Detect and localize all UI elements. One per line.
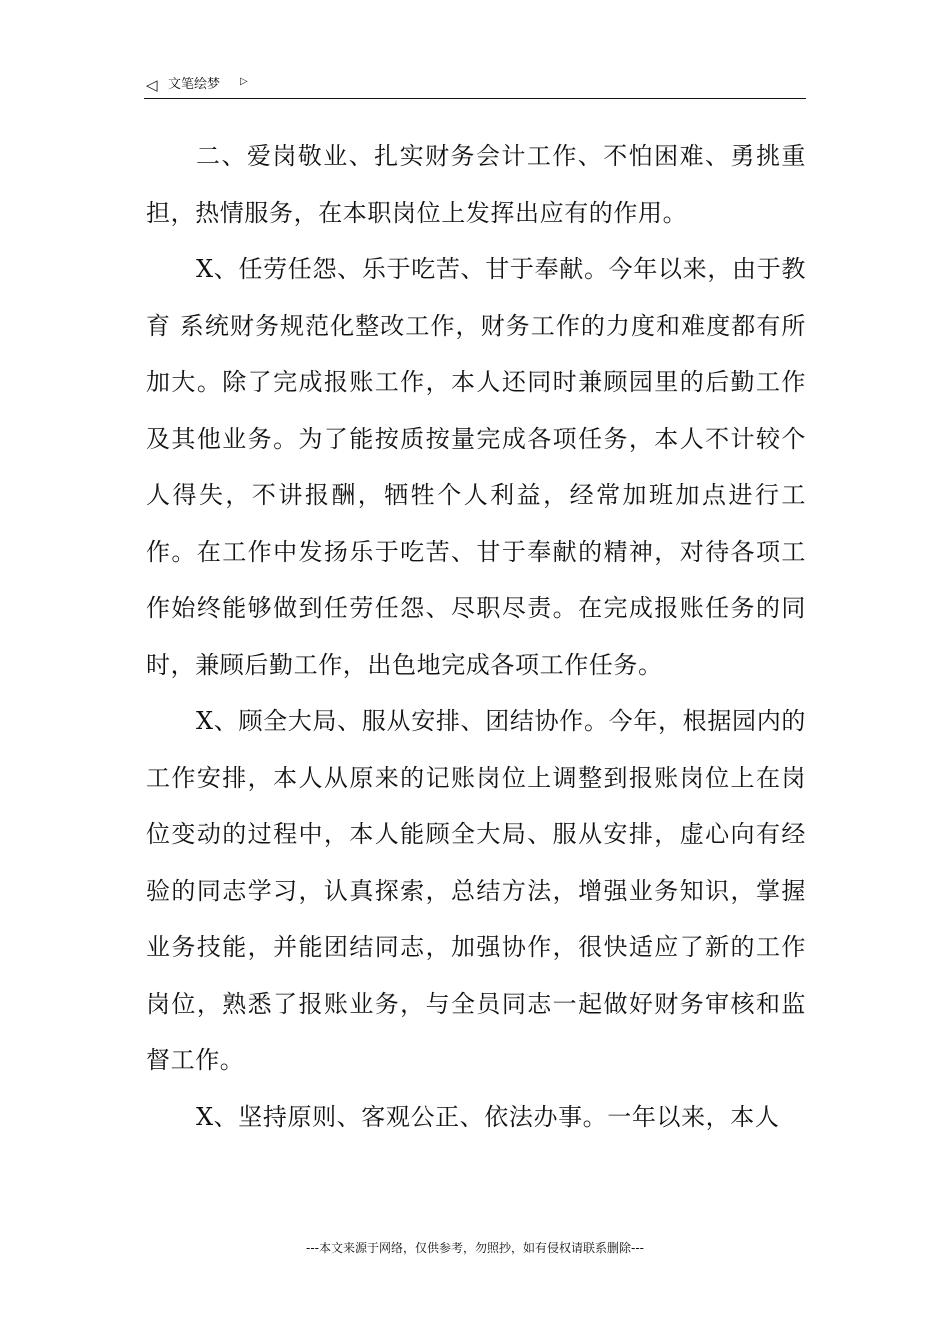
- document-body: [146, 128, 806, 1145]
- header-brand: 文笔绘梦: [168, 77, 221, 92]
- footer-notice: ---本文来源于网络，仅供参考，勿照抄，如有侵权请联系删除---: [306, 1241, 644, 1255]
- paragraph: X、坚持原则、客观公正、依法办事。一年以来，本人: [196, 1102, 780, 1131]
- left-triangle-icon: ◁: [146, 76, 158, 94]
- paragraph: X、任劳任怨、乐于吃苦、甘于奉献。今年以来，由于教育 系统财务规范化整改工作，财务工作的力度和难度都有所加大。除了完成报账工作，本人还同时兼顾园里的后勤工作及其他业务。为了能按质按量完成各项任务，本人不计较个人得失，不讲报酬，牺牲个人利益，经常加班加点进行工作。在工作中发扬乐于吃苦、甘于奉献的精神，对待各项工作始终能够做到任劳任怨、尽职尽责。在完成报账任务的同时，兼顾后勤工作，出色地完成各项工作任务。: [146, 255, 806, 679]
- page-header: [144, 72, 806, 99]
- paragraph: 二、爱岗敬业、扎实财务会计工作、不怕困难、勇挑重担，热情服务，在本职岗位上发挥出应有的作用。: [146, 142, 806, 227]
- right-triangle-icon: ▷: [240, 76, 248, 87]
- paragraph: X、顾全大局、服从安排、团结协作。今年，根据园内的工作安排，本人从原来的记账岗位上调整到报账岗位上在岗位变动的过程中，本人能顾全大局、服从安排，虚心向有经验的同志学习，认真探索，总结方法，增强业务知识，掌握业务技能，并能团结同志，加强协作，很快适应了新的工作岗位，熟悉了报账业务，与全员同志一起做好财务审核和监督工作。: [146, 707, 806, 1074]
